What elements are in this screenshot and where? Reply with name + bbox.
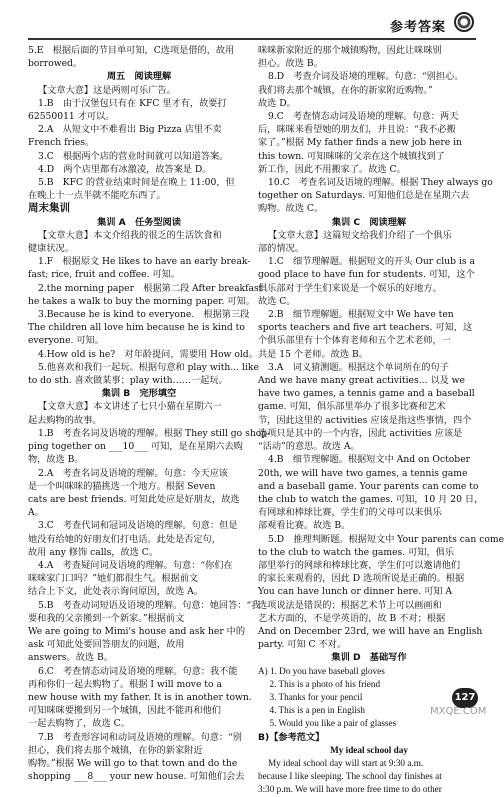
right-text-line: 2.B 细节理解题。根据短文中 We have ten <box>268 309 454 321</box>
right-text-line: 担心。故选 B。 <box>258 58 323 70</box>
left-text-line: 5.B KFC 的营业结束时间是在晚上 11:00，但 <box>38 177 235 189</box>
left-text-line: 结合上下文，此处表示询问原因，故选 A。 <box>28 586 203 598</box>
left-text-line: answers。故选 B。 <box>28 652 113 664</box>
right-text-line: You can have lunch or dinner here. 可知 A <box>258 586 452 598</box>
right-text-line: My ideal school day will start at 9:30 a.m. <box>268 757 424 768</box>
left-text-line: 再和你们一起去购物了。根据 I will move to a <box>28 678 222 690</box>
left-text-line: 咪咪家门口吗？”她们都很生气。根据前文 <box>28 573 199 585</box>
right-text-line: 我们将去那个城镇，在你的新家附近购物。” <box>258 84 433 96</box>
right-text-line: have two games, a tennis game and a baseball <box>258 388 475 400</box>
right-text-line: A) 1. Do you have baseball gloves <box>258 665 385 676</box>
right-text-line: 4.B 细节理解题。根据短文中 And on October <box>268 454 471 466</box>
right-text-line: 部的情况。 <box>258 243 304 255</box>
left-text-line: cats are best friends. 可知此处应是好朋友，故选 <box>28 493 240 505</box>
left-text-line: 起去购物的故事。 <box>28 414 102 426</box>
right-text-line: this town. 可知咪咪的父亲在这个城镇找到了 <box>258 150 445 162</box>
left-text-line: 【文章大意】这是两则可乐广告。 <box>38 84 176 96</box>
target-icon <box>454 12 474 32</box>
left-text-line: 5.他喜欢和我们一起玩。根据句意和 play with... like <box>38 361 259 373</box>
left-text-line: The children all love him because he is kind to <box>28 322 245 334</box>
right-text-line: 3.A 词义猜测题。根据这个单词所在的句子 <box>268 361 449 373</box>
left-text-line: ask 可知此处要回答朋友的问题，故用 <box>28 639 185 651</box>
left-text-line: 1.B 考查名词及语境的理解。根据 They still go shop- <box>38 427 271 439</box>
right-text-line: sports teachers and five art teachers. 可知，这 <box>258 322 473 334</box>
right-text-line: 4. This is a pen in English <box>258 705 366 716</box>
left-text-line: 要和我的父亲搬到一个新家。”根据前文 <box>28 612 185 624</box>
right-text-line: good place to have fun for students. 可知，这个 <box>258 269 475 281</box>
right-text-line: party. 可知 C 不对。 <box>258 639 347 651</box>
left-text-line: 6.C 考查情态动词及语境的理解。句意：我不能 <box>38 665 238 677</box>
right-text-line: B)【参考范文】 <box>258 731 325 743</box>
right-text-line: 故选 D。 <box>258 97 296 109</box>
right-text-line: to the club to watch the games. 可知，俱乐 <box>258 546 455 558</box>
right-text-line: 8.D 考查介词及语境的理解。句意：“别担心。 <box>268 71 464 83</box>
right-text-line: 的家长来观看的，因此 D 选项所说是正确的。根据 <box>258 573 465 585</box>
right-text-line: 购物。故选 C。 <box>258 203 324 215</box>
left-text-line: 物，故选 B。 <box>28 454 84 466</box>
right-text-line: And we have many great activities... 以及 we <box>258 375 465 387</box>
right-text-line: 部观看比赛。故选 B。 <box>258 520 351 532</box>
right-text-line: 3:30 p.m. We will have more free time to do other <box>258 784 442 795</box>
left-text-line: 【文章大意】本文讲述了七只小猫在星期六一 <box>38 401 222 413</box>
right-column <box>258 44 504 797</box>
left-text-line: 4.How old is he? 对年龄提问，需要用 How old。 <box>38 348 258 360</box>
left-text-line: 故用 any 修饰 calls，故选 C。 <box>28 546 159 558</box>
left-text-line: fast; rice, fruit and coffee. 可知。 <box>28 269 180 281</box>
left-text-line: shopping ___8___ your new house. 可知他们会去 <box>28 771 245 783</box>
right-text-line: 选项只是其中的一个内容，因此 activities 应该是 <box>258 427 463 439</box>
right-text-line: 后，咪咪来看望她的朋友们，并且说：“我不必搬 <box>258 124 456 136</box>
right-text-line: 3. Thanks for your pencil <box>258 691 363 702</box>
left-text-line: to do sth. 喜欢做某事；play with……一起玩。 <box>28 375 228 387</box>
right-text-line: 2. This is a photo of his friend <box>258 678 381 689</box>
left-text-line: 5.E 根据后面的节目单可知，C选项是借的，故用 <box>28 45 235 56</box>
left-column <box>28 44 271 783</box>
right-text-line: and a baseball game. Your parents can come to <box>258 480 479 492</box>
left-text-line: 2.A 考查名词及语境的理解。句意：今天应该 <box>38 467 228 479</box>
left-text-line: 周末集训 <box>28 202 70 215</box>
right-text-line: 集训 C 阅读理解 <box>331 216 407 228</box>
left-text-line: A。 <box>28 507 44 519</box>
right-text-line: because I like sleeping. The school day finishes at <box>258 771 442 782</box>
left-text-line: 健康状况。 <box>28 243 74 255</box>
right-text-line: the club to watch the games. 可知，10 月 20 日， <box>258 493 484 505</box>
right-text-line: 20th, we will have two games, a tennis game <box>258 467 468 479</box>
left-text-line: 3.C 考查代词和冠词及语境的理解。句意：但是 <box>38 520 238 532</box>
left-text-line: We are going to Mimi's house and ask her 中的 <box>28 625 246 637</box>
left-text-line: 集训 A 任务型阅读 <box>97 216 181 228</box>
left-text-line: 4.D 两个店里都有冰激凌，故答案是 D。 <box>38 163 212 175</box>
right-text-line: 俱乐部对于学生们来说是一个娱乐的好地方。 <box>258 282 442 294</box>
left-text-line: French fries。 <box>28 137 95 149</box>
left-text-line: he takes a walk to buy the morning paper. 可知。 <box>28 295 255 307</box>
header-title: 参考答案 <box>389 20 446 35</box>
right-text-line: 艺术方面的，不是学英语的，故 B 不对；根据 <box>258 612 446 624</box>
left-text-line: 2.the morning paper 根据第二段 After breakfast <box>38 282 263 294</box>
left-text-line: borrowed。 <box>28 58 83 70</box>
right-text-line: together on Saturdays. 可知他们总是在星期六去 <box>258 190 470 202</box>
left-text-line: 周五 阅读理解 <box>106 71 172 83</box>
left-text-line: 【文章大意】本文介绍我的很乏的生活饮食和 <box>38 229 222 241</box>
right-text-line: 新工作，因此不用搬家了。故选 C。 <box>258 163 406 175</box>
right-text-line: 10.C 考查名词及语境的理解。根据 They always go <box>268 177 493 189</box>
left-text-line: 集训 B 完形填空 <box>101 388 177 400</box>
left-text-line: ping together on ___10___ 可知，是在星期六去购 <box>28 441 243 453</box>
right-text-line: 家了。”根据 My father finds a new job here in <box>258 137 462 149</box>
right-text-line: 集训 D 基础写作 <box>331 652 407 664</box>
right-text-line: 个俱乐部里有十个体育老师和五个艺术老师，一 <box>258 335 451 347</box>
left-text-line: 1.F 根据原文 He likes to have an early break- <box>38 256 251 268</box>
right-text-line: 选项说法是错误的；根据艺术节上可以画画和 <box>258 599 442 611</box>
left-text-line: 62550011 才可以。 <box>28 111 115 123</box>
right-text-line: 故选 C。 <box>258 295 296 307</box>
right-text-line: game. 可知，俱乐部里举办了很多比赛和艺术 <box>258 401 446 413</box>
left-text-line: 她没有给她的好朋友们打电话。此处是否定句， <box>28 533 221 545</box>
left-text-line: 在晚上十一点半就不能吃东西了。 <box>28 190 166 202</box>
left-text-line: 2.A 从短文中不难看出 Big Pizza 店里不卖 <box>38 124 222 136</box>
left-text-line: 1.B 由于汉堡包只有在 KFC 里才有，故要打 <box>38 97 227 109</box>
watermark: MXQE.COM <box>430 706 487 717</box>
left-text-line: 4.A 考查疑问词及语境的理解。句意：“你们在 <box>38 559 233 571</box>
right-text-line: 1.C 细节理解题。根据短文的开头 Our club is a <box>268 256 475 268</box>
right-text-line: 【文章大意】这篇短文给我们介绍了一个俱乐 <box>268 229 452 241</box>
left-text-line: 购物。”根据 We will go to that town and do the <box>28 757 238 769</box>
left-text-line: new house with my father. It is in another town. <box>28 691 252 703</box>
right-text-line: 部里举行的网球和棒球比赛，学生们可以邀请他们 <box>258 559 461 571</box>
left-text-line: 可知咪咪要搬到另一个城镇，因此不能再和他们 <box>28 705 221 717</box>
right-text-line: 5. Would you like a pair of glasses <box>258 718 397 729</box>
right-text-line: 共是 15 个老师。故选 B。 <box>258 348 368 360</box>
right-text-line: My ideal school day <box>330 744 408 755</box>
left-text-line: 担心，我们将去那个城镇，在你的新家附近 <box>28 744 203 756</box>
right-text-line: 5.D 推理判断题。根据短文中 Your parents can come <box>268 533 504 545</box>
left-text-line: 5.B 考查动词短语及语境的理解。句意：她回答：“我 <box>38 599 261 611</box>
page-number: 127 <box>452 688 478 708</box>
left-text-line: 是一个叫咪咪的猫挑选一个地方。根据 Seven <box>28 480 216 492</box>
right-text-line: 9.C 考查情态动词及语境的理解。句意：两天 <box>268 111 459 123</box>
right-text-line: 咪咪新家附近的那个城镇购物，因此让咪咪别 <box>258 45 442 56</box>
left-text-line: 7.B 考查形容词和动词及语境的理解。句意：“别 <box>38 731 242 743</box>
right-text-line: 节，因此这里的 activities 应该是指这些事情，四个 <box>258 414 472 426</box>
left-text-line: 3.C 根据两个店的营业时间就可以知道答案。 <box>38 150 229 162</box>
right-text-line: 有网球和棒球比赛，学生们的父母可以来俱乐 <box>258 507 442 519</box>
left-text-line: 3.Because he is kind to everyone. 根据第三段 <box>38 309 250 321</box>
page-header <box>28 14 476 40</box>
right-text-line: And on December 23rd, we will have an English <box>258 625 483 637</box>
right-text-line: “活动”的意思。故选 A。 <box>258 441 360 453</box>
left-text-line: 一起去购物了，故选 C。 <box>28 718 130 730</box>
left-text-line: everyone. 可知。 <box>28 335 104 347</box>
